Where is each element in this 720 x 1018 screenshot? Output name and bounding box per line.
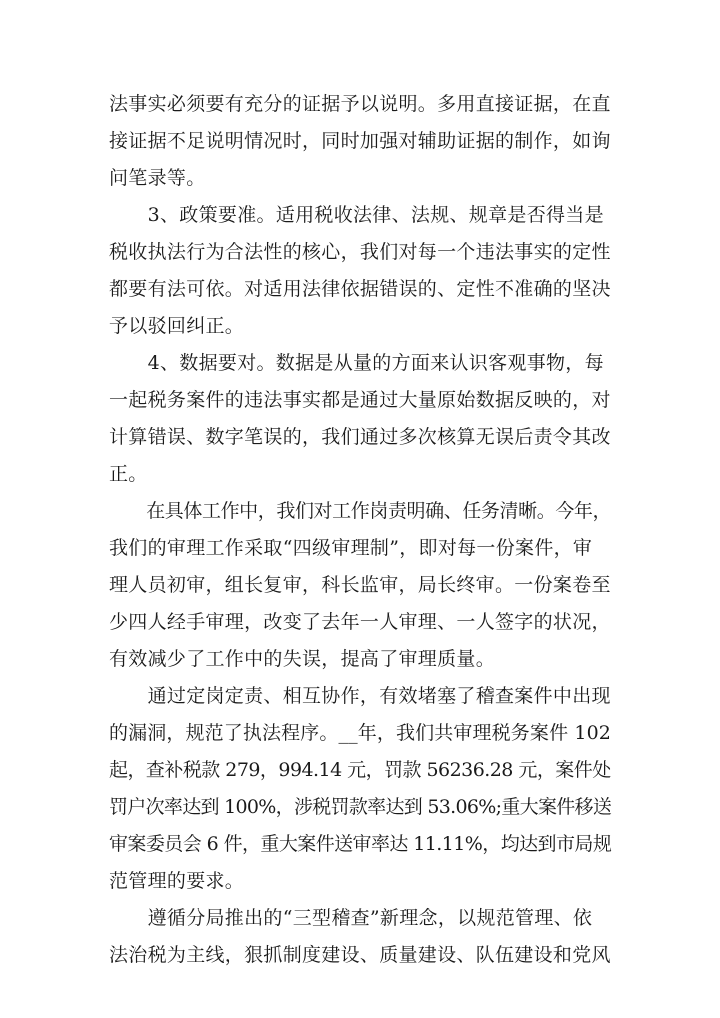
body-text: [109, 86, 611, 974]
text-line: 法事实必须要有充分的证据予以说明。多用直接证据，在直: [109, 93, 611, 115]
text-line: 在具体工作中，我们对工作岗责明确、任务清晰。今年，: [109, 500, 612, 522]
text-line: 问笔录等。: [109, 167, 206, 189]
text-line: 理人员初审，组长复审，科长监审，局长终审。一份案卷至: [109, 574, 611, 596]
text-line: 的漏洞，规范了执法程序。__年，我们共审理税务案件 102: [109, 722, 612, 744]
text-line: 一起税务案件的违法事实都是通过大量原始数据反映的，对: [109, 389, 611, 411]
text-line: 计算错误、数字笔误的，我们通过多次核算无误后责令其改: [109, 426, 611, 448]
text-line: 少四人经手审理，改变了去年一人审理、一人签字的状况，: [109, 611, 611, 633]
text-line: 我们的审理工作采取“四级审理制”，即对每一份案件，审: [109, 537, 593, 559]
text-line: 范管理的要求。: [109, 870, 245, 892]
text-line: 税收执法行为合法性的核心，我们对每一个违法事实的定性: [109, 241, 611, 263]
text-line: 审案委员会 6 件，重大案件送审率达 11.11%，均达到市局规: [109, 833, 612, 855]
text-line: 起，查补税款 279，994.14 元，罚款 56236.28 元，案件处: [109, 759, 611, 781]
text-line: 都要有法可依。对适用法律依据错误的、定性不准确的坚决: [109, 278, 611, 300]
text-line: 接证据不足说明情况时，同时加强对辅助证据的制作，如询: [109, 130, 611, 152]
text-line: 正。: [109, 463, 148, 485]
text-line: 有效减少了工作中的失误，提高了审理质量。: [109, 648, 496, 670]
text-line: 遵循分局推出的“三型稽查”新理念，以规范管理、依: [109, 907, 593, 929]
text-line: 通过定岗定责、相互协作，有效堵塞了稽查案件中出现: [109, 685, 611, 707]
text-line: 法治税为主线，狠抓制度建设、质量建设、队伍建设和党风: [109, 944, 611, 966]
text-line: 罚户次率达到 100%，涉税罚款率达到 53.06%;重大案件移送: [109, 796, 612, 818]
text-line: 4、数据要对。数据是从量的方面来认识客观事物，每: [109, 352, 604, 374]
text-line: 予以驳回纠正。: [109, 315, 245, 337]
text-line: 3、政策要准。适用税收法律、法规、规章是否得当是: [109, 204, 604, 226]
